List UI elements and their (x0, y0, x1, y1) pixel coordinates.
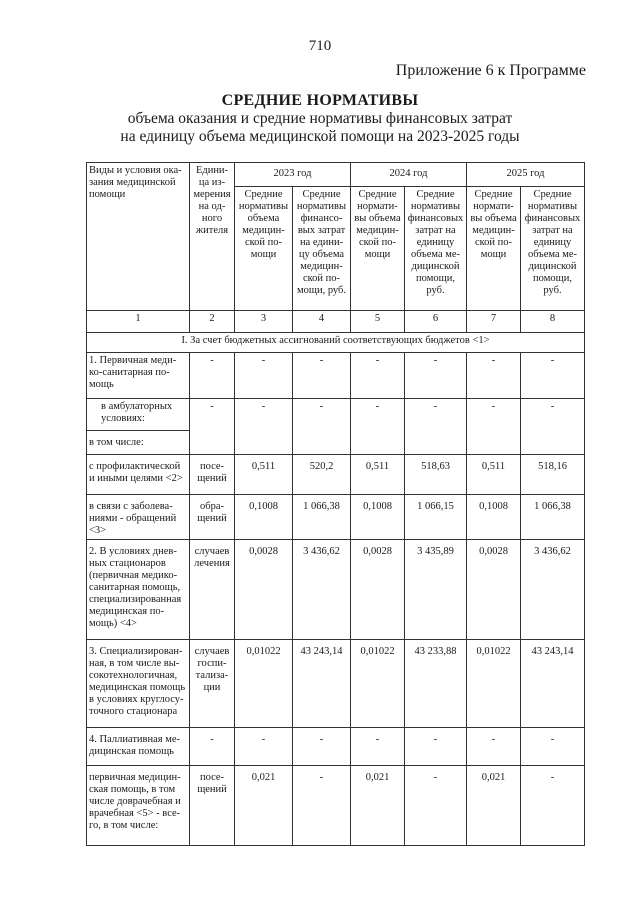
appendix-label: Приложение 6 к Программе (395, 62, 586, 79)
row-value: 0,01022 (235, 640, 293, 728)
row-kind (87, 399, 190, 431)
row-unit: случаев госпи-тализа-ции (190, 640, 235, 728)
row-value: - (405, 399, 467, 455)
column-number: 1 (87, 311, 190, 333)
row-value: 1 066,15 (405, 495, 467, 540)
row-value: 1 066,38 (521, 495, 585, 540)
column-number: 7 (467, 311, 521, 333)
row-value: - (405, 766, 467, 846)
header-kind: Виды и условия ока-зания медицинской помощи (87, 163, 190, 311)
title-line-2: объема оказания и средние нормативы финансовых затрат (127, 110, 513, 127)
row-value: 0,021 (351, 766, 405, 846)
row-kind: первичная медицин-ская помощь, в том числе доврачебная и врачебная <5> - все-го, в том числе: (87, 766, 190, 846)
norms-table (86, 162, 585, 846)
row-unit: - (190, 399, 235, 455)
row-value: - (405, 728, 467, 766)
row-kind: 3. Специализирован-ная, в том числе вы-сокотехнологичная, медицинская помощь в условиях круглосу-точного стационара (87, 640, 190, 728)
row-value: - (467, 399, 521, 455)
row-value: - (351, 728, 405, 766)
column-number: 3 (235, 311, 293, 333)
row-value: 520,2 (293, 455, 351, 495)
row-value: - (293, 766, 351, 846)
row-value: 0,0028 (235, 540, 293, 640)
row-value: 0,1008 (351, 495, 405, 540)
section-heading: I. За счет бюджетных ассигнований соответствующих бюджетов <1> (87, 333, 585, 353)
row-value: 0,511 (235, 455, 293, 495)
row-value: 0,511 (351, 455, 405, 495)
row-value: 43 233,88 (405, 640, 467, 728)
row-value: 1 066,38 (293, 495, 351, 540)
header-sub-volume-2024: Средние нормати-вы объема медицин-ской по-мощи (351, 187, 405, 311)
row-value: - (521, 766, 585, 846)
row-unit: посе-щений (190, 766, 235, 846)
table-row (87, 640, 585, 728)
row-value: 0,01022 (351, 640, 405, 728)
row-value: - (235, 728, 293, 766)
row-kind-text: в амбулаторных условиях: (101, 401, 173, 424)
page-number: 710 (308, 38, 332, 54)
row-kind: 2. В условиях днев-ных стационаров (первичная медико-санитарная помощь, специализированная медицинская по-мощь) <4> (87, 540, 190, 640)
row-unit: обра-щений (190, 495, 235, 540)
column-number: 4 (293, 311, 351, 333)
header-year-2025: 2025 год (467, 163, 585, 187)
header-year-2023: 2023 год (235, 163, 351, 187)
header-unit: Едини-ца из-мерения на од-ного жителя (190, 163, 235, 311)
row-value: - (467, 728, 521, 766)
table-row (87, 728, 585, 766)
row-kind: с профилактической и иными целями <2> (87, 455, 190, 495)
row-value: 43 243,14 (293, 640, 351, 728)
title-line-3: на единицу объема медицинской помощи на 2023-2025 годы (120, 128, 520, 145)
row-value: 3 436,62 (521, 540, 585, 640)
row-unit: посе-щений (190, 455, 235, 495)
header-sub-cost-2023: Средние нормативы финансо-вых затрат на едини-цу объема медицин-ской по-мощи, руб. (293, 187, 351, 311)
row-value: - (521, 353, 585, 399)
row-unit: случаев лечения (190, 540, 235, 640)
row-kind: в связи с заболева-ниями - обращений <3> (87, 495, 190, 540)
row-kind: в том числе: (87, 431, 190, 455)
row-value: 0,021 (235, 766, 293, 846)
header-year-2024: 2024 год (351, 163, 467, 187)
row-value: - (293, 728, 351, 766)
table-row (87, 455, 585, 495)
row-value: 0,1008 (235, 495, 293, 540)
row-value: - (521, 399, 585, 455)
column-number: 6 (405, 311, 467, 333)
row-unit: - (190, 728, 235, 766)
table-row (87, 766, 585, 846)
document-title (0, 92, 640, 146)
row-value: - (521, 728, 585, 766)
row-value: - (351, 399, 405, 455)
table-row (87, 495, 585, 540)
row-value: 43 243,14 (521, 640, 585, 728)
row-value: - (467, 353, 521, 399)
row-value: 0,1008 (467, 495, 521, 540)
row-value: 0,0028 (351, 540, 405, 640)
column-number: 2 (190, 311, 235, 333)
row-value: 0,021 (467, 766, 521, 846)
row-value: 0,01022 (467, 640, 521, 728)
row-kind: 1. Первичная меди-ко-санитарная по-мощь (87, 353, 190, 399)
row-value: - (235, 353, 293, 399)
table-row (87, 399, 585, 431)
header-sub-volume-2023: Средние нормативы объема медицин-ской по-мощи (235, 187, 293, 311)
row-value: - (351, 353, 405, 399)
row-value: 3 436,62 (293, 540, 351, 640)
table-row (87, 540, 585, 640)
header-sub-cost-2024: Средние нормативы финансовых затрат на единицу объема ме-дицинской помощи, руб. (405, 187, 467, 311)
header-sub-volume-2025: Средние нормати-вы объема медицин-ской по-мощи (467, 187, 521, 311)
table-row (87, 353, 585, 399)
row-value: - (293, 399, 351, 455)
row-kind: 4. Паллиативная ме-дицинская помощь (87, 728, 190, 766)
row-value: 518,16 (521, 455, 585, 495)
column-number: 5 (351, 311, 405, 333)
header-sub-cost-2025: Средние нормативы финансовых затрат на единицу объема ме-дицинской помощи, руб. (521, 187, 585, 311)
row-value: - (235, 399, 293, 455)
row-unit: - (190, 353, 235, 399)
row-value: - (293, 353, 351, 399)
row-value: 3 435,89 (405, 540, 467, 640)
row-value: 518,63 (405, 455, 467, 495)
row-value: 0,0028 (467, 540, 521, 640)
row-value: 0,511 (467, 455, 521, 495)
title-main: СРЕДНИЕ НОРМАТИВЫ (221, 92, 419, 109)
column-number: 8 (521, 311, 585, 333)
row-value: - (405, 353, 467, 399)
